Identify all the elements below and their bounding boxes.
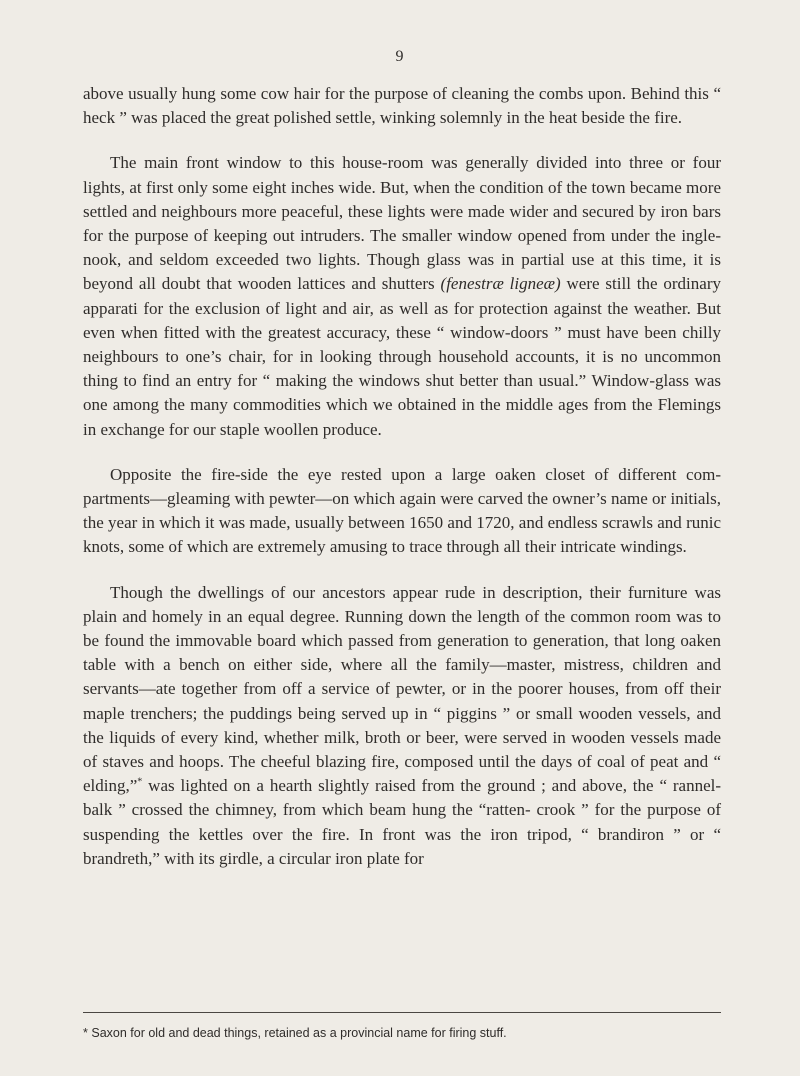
paragraph-text: above usually hung some cow hair for the purpose of cleaning the combs upon. Behind this “ heck ” was placed the great polished settle, winking solemnly in the heat beside the fire. (83, 84, 721, 128)
footnote-marker: * (83, 1026, 88, 1040)
footnote-text: Saxon for old and dead things, retained as a provincial name for firing stuff. (91, 1026, 507, 1040)
footnote-divider (83, 1012, 721, 1013)
paragraph-text: The main front window to this house-room was generally divided into three or four lights, at first only some eight inches wide. But, when the condition of the town became more settled and neighbours more peaceful, these lights were made wider and secured by iron bars for the purpose of keeping out intruders. The smaller window opened from under the ingle-nook, and seldom exceeded two lights. Though glass was in partial use at this time, it is beyond all doubt that wooden lattices and shutters (83, 153, 721, 294)
footnote (83, 1025, 721, 1041)
paragraph-p1 (83, 82, 721, 130)
paragraph-p4 (83, 581, 721, 871)
paragraph-text: Opposite the fire-side the eye rested upon a large oaken closet of different com- partments—gleaming with pewter—on which again were carved the owner’s name or initials, the year in which it was made, usually between 1650 and 1720, and endless scrawls and runic knots, some of which are extremely amusing to trace through all their intricate windings. (83, 464, 721, 557)
paragraph-p2 (83, 151, 721, 441)
italic-phrase: (fenestræ ligneæ) (440, 274, 561, 294)
paragraph-p3 (83, 463, 721, 560)
paragraph-text: were still the ordinary apparati for the exclusion of light and air, as well as for protection against the weather. But even when fitted with the greatest accuracy, these “ window-doors ” must have been chilly neighbours to one’s chair, for in looking through household accounts, it is no uncommon thing to find an entry for “ making the windows shut better than usual.” Window-glass was one among the many commodities which we obtained in the middle ages from the Flemings in exchange for our staple woollen produce. (83, 274, 721, 439)
footnote-reference-marker: * (137, 776, 143, 788)
paragraph-text: Though the dwellings of our ancestors appear rude in description, their furniture was plain and homely in an equal degree. Running down the length of the common room was to be found the immovable board which passed from generation to generation, that long oaken table with a bench on either side, where all the family—master, mistress, children and servants—ate together from off a service of pewter, or in the poorer houses, from off their maple trenchers; the puddings being served up in “ piggins ” or small wooden vessels, and the liquids of every kind, whether milk, broth or beer, were served in wooden vessels made of staves and hoops. The cheeful blazing fire, composed until the days of coal of peat and “ elding,” (83, 582, 721, 796)
body-text (83, 82, 721, 892)
page-number: 9 (395, 48, 405, 65)
paragraph-text: was lighted on a hearth slightly raised from the ground ; and above, the “ rannel-balk ” crossed the chimney, from which beam hung the “ratten- crook ” for the purpose of suspending the kettles over the fire. In front was the iron tripod, “ brandiron ” or “ brandreth,” with its girdle, a circular iron plate for (83, 776, 721, 868)
